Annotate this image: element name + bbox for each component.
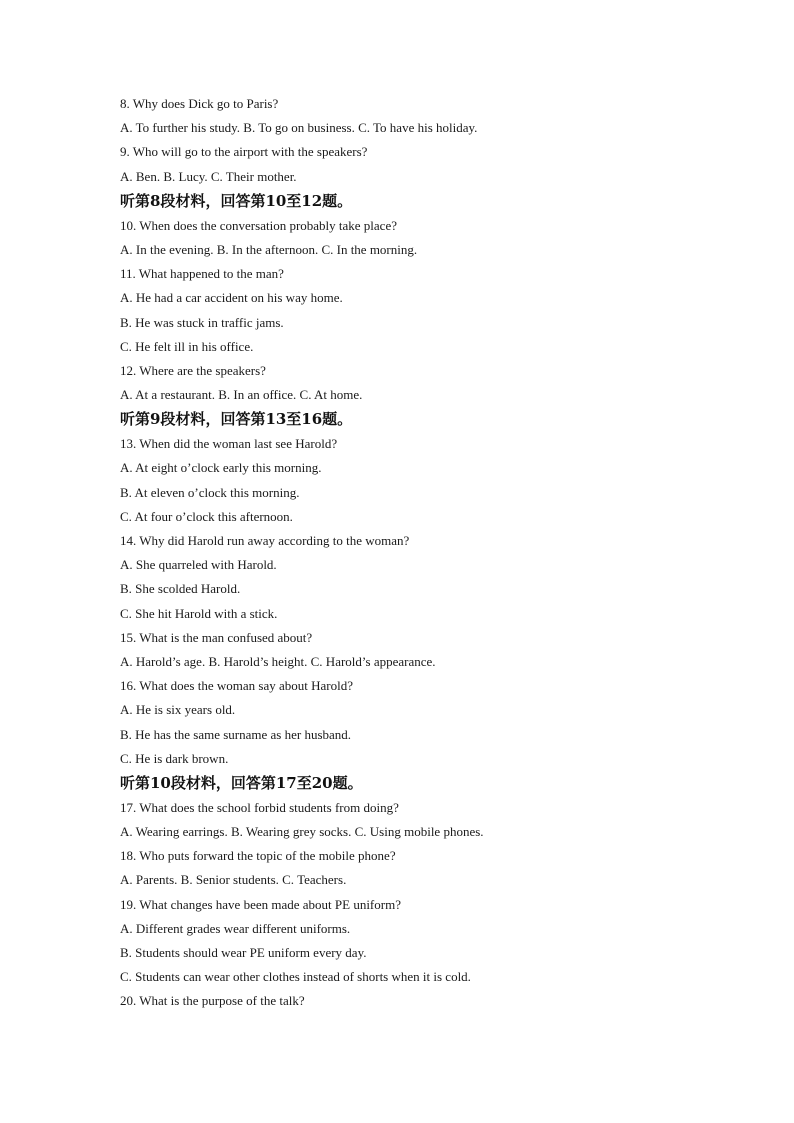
answer-options: C. He felt ill in his office. <box>120 338 254 354</box>
answer-options: C. Students can wear other clothes instead of shorts when it is cold. <box>120 969 471 985</box>
answer-options: B. He has the same surname as her husband. <box>120 726 352 742</box>
answer-options: A. He had a car accident on his way home. <box>120 290 343 306</box>
answer-options: A. She quarreled with Harold. <box>120 557 277 573</box>
answer-options: A. Different grades wear different uniforms. <box>120 920 351 936</box>
question-text: 8. Why does Dick go to Paris? <box>120 96 279 111</box>
answer-options: A. In the evening. B. In the afternoon. C. In the morning. <box>120 241 418 257</box>
answer-options: A. At eight o’clock early this morning. <box>120 460 322 476</box>
exam-page <box>120 92 740 1014</box>
question-text: 18. Who puts forward the topic of the mobile phone? <box>120 848 396 864</box>
answer-options: C. He is dark brown. <box>120 750 229 766</box>
question-text: 9. Who will go to the airport with the speakers? <box>120 144 368 160</box>
question-text: 20. What is the purpose of the talk? <box>120 993 305 1009</box>
question-text: 11. What happened to the man? <box>120 266 284 282</box>
question-text: 13. When did the woman last see Harold? <box>120 436 338 452</box>
question-text: 10. When does the conversation probably take place? <box>120 217 397 233</box>
section-heading: 听第8段材料，回答第10至12题。 <box>120 191 353 210</box>
question-text: 14. Why did Harold run away according to the woman? <box>120 533 410 548</box>
section-heading: 听第9段材料，回答第13至16题。 <box>120 410 353 429</box>
answer-options: C. At four o’clock this afternoon. <box>120 508 293 524</box>
answer-options: A. Ben. B. Lucy. C. Their mother. <box>120 168 297 184</box>
answer-options: A. He is six years old. <box>120 702 236 718</box>
question-text: 12. Where are the speakers? <box>120 362 266 378</box>
answer-options: A. To further his study. B. To go on business. C. To have his holiday. <box>120 120 478 136</box>
answer-options: B. Students should wear PE uniform every day. <box>120 945 367 960</box>
question-text: 17. What does the school forbid students from doing? <box>120 799 399 815</box>
answer-options: B. At eleven o’clock this morning. <box>120 484 300 500</box>
question-text: 15. What is the man confused about? <box>120 629 313 645</box>
question-text: 16. What does the woman say about Harold? <box>120 678 353 694</box>
answer-options: B. She scolded Harold. <box>120 581 241 597</box>
answer-options: C. She hit Harold with a stick. <box>120 605 278 621</box>
answer-options: A. Harold’s age. B. Harold’s height. C. Harold’s appearance. <box>120 653 436 669</box>
answer-options: B. He was stuck in traffic jams. <box>120 314 284 330</box>
section-heading: 听第10段材料，回答第17至20题。 <box>120 773 363 792</box>
answer-options: A. At a restaurant. B. In an office. C. At home. <box>120 387 363 403</box>
answer-options: A. Parents. B. Senior students. C. Teachers. <box>120 872 347 888</box>
answer-options: A. Wearing earrings. B. Wearing grey socks. C. Using mobile phones. <box>120 824 484 840</box>
question-text: 19. What changes have been made about PE uniform? <box>120 896 401 912</box>
